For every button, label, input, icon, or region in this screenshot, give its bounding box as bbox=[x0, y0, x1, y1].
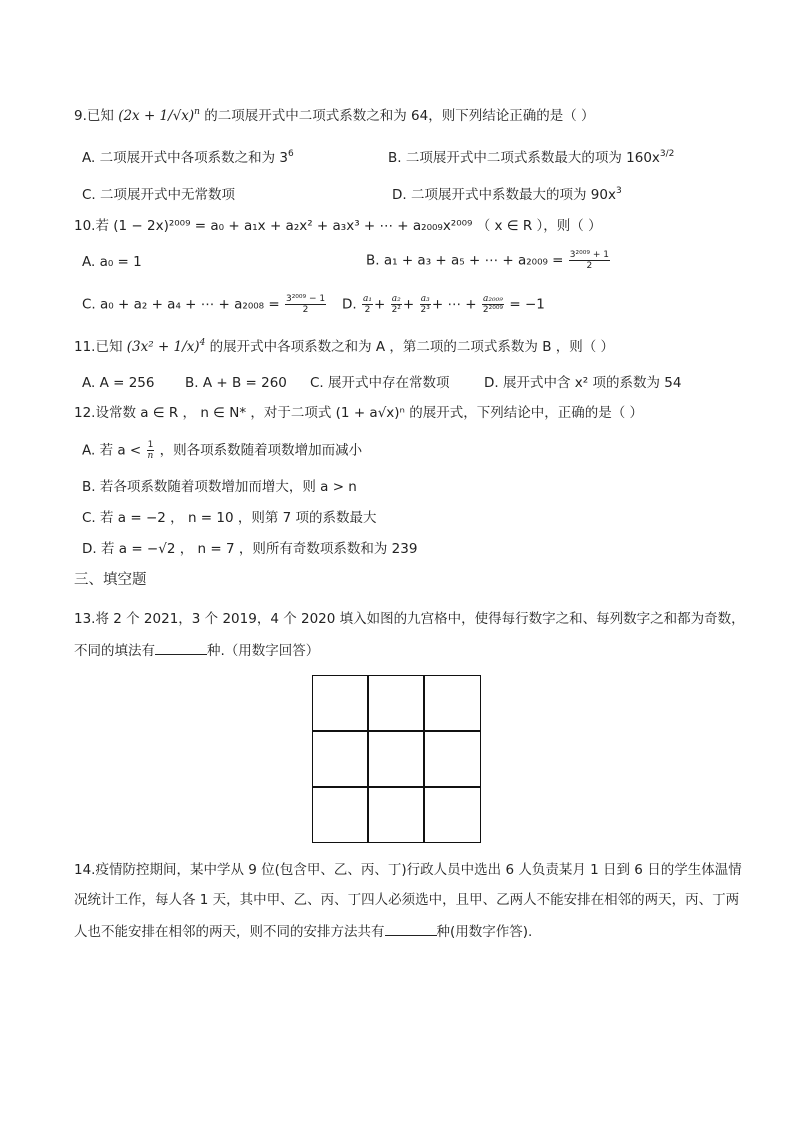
grid-cell[interactable] bbox=[312, 730, 369, 788]
fraction-numerator: 3²⁰⁰⁹ − 1 bbox=[285, 294, 326, 304]
q13-line2 bbox=[74, 640, 319, 661]
q12-stem-text: 12.设常数 a ∈ R ， n ∈ N* ，对于二项式 (1 + a√x)ⁿ 的展开式，下列结论中，正确的是（ ） bbox=[74, 405, 644, 421]
fraction-denominator: n bbox=[147, 451, 154, 461]
q14-line3 bbox=[74, 921, 532, 942]
section-title: 三、填空题 bbox=[74, 572, 147, 588]
q12-option-b-text: B. 若各项系数随着项数增加而增大，则 a > n bbox=[82, 479, 357, 495]
q12-option-d-text: D. 若 a = −√2 ， n = 7 ，则所有奇数项系数和为 239 bbox=[82, 541, 418, 557]
grid-cell[interactable] bbox=[312, 675, 369, 732]
q9-option-b-exp: 3/2 bbox=[659, 149, 675, 159]
q10-stem-text: 10.若 (1 − 2x)²⁰⁰⁹ = a₀ + a₁x + a₂x² + a₃x³ + ⋯ + a₂₀₀₉x²⁰⁰⁹ （ x ∈ R ），则（ ） bbox=[74, 218, 602, 234]
q9-option-b-text: B. 二项展开式中二项式系数最大的项为 160x bbox=[388, 150, 660, 166]
q10-option-d[interactable]: D. $\frac{\text{a₁}}{2}$ + $\frac{\text{a₂}}{\text{2²}}$ + $\frac{\text{a₃}}{\text{2³}}$ + ⋯ + $\frac{\text{a₂₀₀₉}}{\text{2²⁰⁰⁹}}$ = −1 bbox=[342, 294, 545, 315]
q14-line1: 14.疫情防控期间，某中学从 9 位(包含甲、乙、丙、丁)行政人员中选出 6 人负责某月 1 日到 6 日的学生体温情 bbox=[74, 862, 742, 878]
q12-option-d[interactable] bbox=[82, 539, 417, 559]
q11-option-a-text: A. A = 256 bbox=[82, 375, 155, 391]
q9-option-a-exp: 6 bbox=[287, 149, 294, 159]
q13-line2-post: 种.（用数字回答） bbox=[207, 643, 320, 659]
q9-stem bbox=[74, 106, 595, 128]
q9-option-a-text: A. 二项展开式中各项系数之和为 3 bbox=[82, 150, 288, 166]
grid-cell[interactable] bbox=[367, 675, 425, 732]
fraction: $\frac{\text{a₂}}{\text{2²}}$ bbox=[391, 294, 401, 315]
q9-option-d-exp: 3 bbox=[615, 186, 622, 196]
q10-option-c-text: C. a₀ + a₂ + a₄ + ⋯ + a₂₀₀₈ = bbox=[82, 296, 280, 313]
q11-option-d-text: D. 展开式中含 x² 项的系数为 54 bbox=[484, 375, 682, 391]
q11-option-a[interactable] bbox=[82, 373, 154, 393]
q9-option-d-text: D. 二项展开式中系数最大的项为 90x bbox=[392, 187, 616, 203]
grid-cell[interactable] bbox=[423, 730, 481, 788]
fraction: $\frac{\text{a₃}}{\text{2³}}$ bbox=[420, 294, 430, 315]
q11-option-b[interactable] bbox=[185, 373, 287, 393]
q14-line3-post: 种(用数字作答). bbox=[436, 924, 533, 940]
q10-option-d-tail: = −1 bbox=[509, 296, 545, 313]
q9-option-c-text: C. 二项展开式中无常数项 bbox=[82, 187, 236, 203]
q12-option-a-prefix: A. 若 a < bbox=[82, 442, 142, 459]
fraction-numerator: 1 bbox=[147, 440, 154, 450]
q10-option-a[interactable] bbox=[82, 252, 142, 272]
q11-option-b-text: B. A + B = 260 bbox=[185, 375, 287, 391]
q12-stem bbox=[74, 403, 643, 423]
q11-option-d[interactable] bbox=[484, 373, 681, 393]
q12-option-a-suffix: ，则各项系数随着项数增加而减小 bbox=[159, 442, 363, 459]
q10-option-b-text: B. a₁ + a₃ + a₅ + ⋯ + a₂₀₀₉ = bbox=[366, 252, 564, 269]
q12-option-a[interactable] bbox=[82, 440, 362, 461]
q11-exponent: 4 bbox=[199, 338, 206, 348]
q11-option-c-text: C. 展开式中存在常数项 bbox=[310, 375, 450, 391]
fraction: $\frac{\text{a₂₀₀₉}}{\text{2²⁰⁰⁹}}$ bbox=[482, 294, 504, 315]
grid-cell[interactable] bbox=[367, 786, 425, 843]
grid-cell[interactable] bbox=[423, 786, 481, 843]
q11-stem bbox=[74, 337, 614, 359]
grid-cell[interactable] bbox=[423, 675, 481, 732]
grid-cell[interactable] bbox=[367, 730, 425, 788]
q9-option-d[interactable] bbox=[392, 185, 622, 207]
q10-option-d-prefix: D. bbox=[342, 296, 357, 313]
fraction-denominator: 2 bbox=[302, 305, 309, 315]
q10-option-b[interactable] bbox=[366, 250, 611, 271]
q9-option-b[interactable] bbox=[388, 148, 674, 170]
fraction-denominator: 2 bbox=[586, 261, 593, 271]
fraction-numerator: 3²⁰⁰⁹ + 1 bbox=[569, 250, 609, 260]
q13-answer-blank[interactable] bbox=[155, 640, 207, 655]
q10-option-b-fraction bbox=[569, 250, 610, 271]
q12-option-c[interactable] bbox=[82, 508, 377, 528]
q9-option-a[interactable] bbox=[82, 148, 294, 170]
q14-answer-blank[interactable] bbox=[385, 921, 437, 936]
q9-suffix: 的二项展开式中二项式系数之和为 64，则下列结论正确的是（ ） bbox=[204, 108, 595, 124]
q9-exponent: n bbox=[194, 107, 200, 117]
q12-option-b[interactable] bbox=[82, 477, 357, 497]
q10-option-c[interactable] bbox=[82, 294, 327, 315]
q9-expression: (2x + 1/√x) bbox=[118, 108, 195, 124]
q14-line3-pre: 人也不能安排在相邻的两天，则不同的安排方法共有 bbox=[74, 924, 385, 940]
q9-option-c[interactable] bbox=[82, 185, 235, 205]
q11-expression: (3x² + 1/x) bbox=[126, 339, 200, 355]
q11-suffix: 的展开式中各项系数之和为 A ，第二项的二项式系数为 B ，则（ ） bbox=[209, 339, 615, 355]
fraction: $\frac{\text{a₁}}{2}$ bbox=[362, 294, 372, 315]
q12-option-a-fraction bbox=[147, 440, 155, 461]
q13-line1: 13.将 2 个 2021，3 个 2019，4 个 2020 填入如图的九宫格中，使得每行数字之和、每列数字之和都为奇数， bbox=[74, 611, 745, 627]
q11-prefix: 11.已知 bbox=[74, 339, 123, 355]
q10-option-c-fraction bbox=[285, 294, 326, 315]
q10-stem bbox=[74, 216, 602, 236]
q14-line2: 况统计工作，每人各 1 天，其中甲、乙、丙、丁四人必须选中，且甲、乙两人不能安排在相邻的两天，丙、丁两 bbox=[74, 892, 740, 908]
q13-line2-pre: 不同的填法有 bbox=[74, 643, 155, 659]
grid-cell[interactable] bbox=[312, 786, 369, 843]
q10-option-a-text: A. a₀ = 1 bbox=[82, 254, 142, 270]
q11-option-c[interactable] bbox=[310, 373, 450, 393]
q9-prefix: 9.已知 bbox=[74, 108, 114, 124]
q12-option-c-text: C. 若 a = −2 ， n = 10 ，则第 7 项的系数最大 bbox=[82, 510, 377, 526]
